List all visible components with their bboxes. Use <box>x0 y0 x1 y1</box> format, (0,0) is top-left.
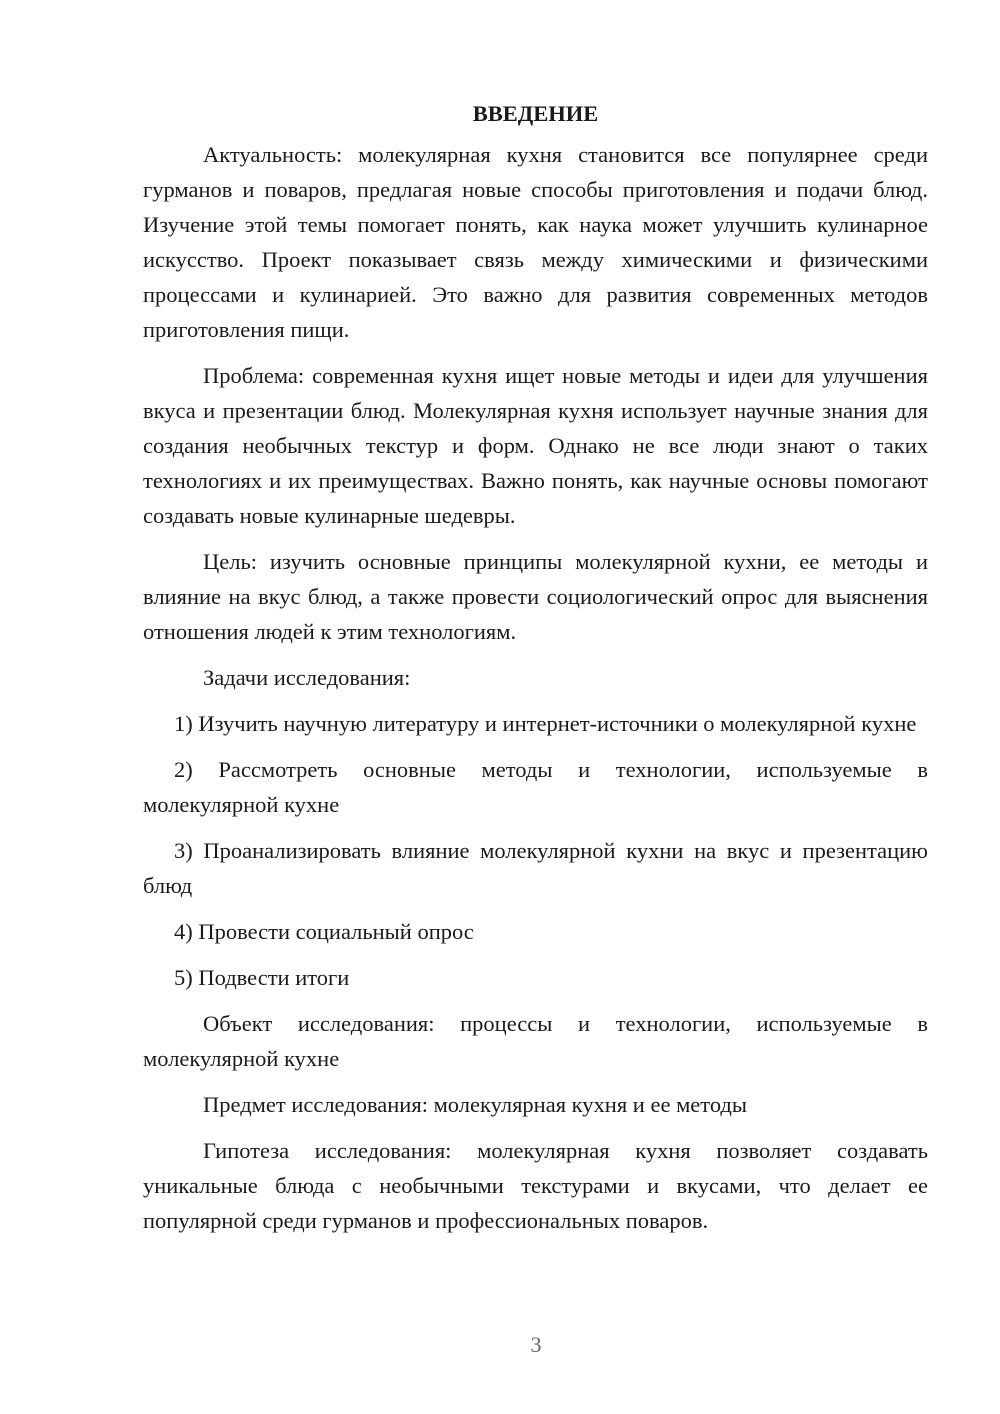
object-paragraph: Объект исследования: процессы и технологии, используемые в молекулярной кухне <box>143 1011 928 1071</box>
relevance-paragraph: Актуальность: молекулярная кухня становится все популярнее среди гурманов и поваров, предлагая новые способы приготовления и подачи блюд. Изучение этой темы помогает понять, как наука может улучшить кулинарное искусство. Проект показывает связь между химическими и физическими процессами и кулинарией. Это важно для развития современных методов приготовления пищи. <box>143 142 928 342</box>
task-item-5: 5) Подвести итоги <box>174 965 350 990</box>
task-item-2: 2) Рассмотреть основные методы и технологии, используемые в молекулярной кухне <box>143 757 928 817</box>
tasks-label: Задачи исследования: <box>203 665 411 690</box>
page-content <box>143 96 928 1249</box>
subject-paragraph: Предмет исследования: молекулярная кухня и ее методы <box>203 1092 747 1117</box>
section-title: ВВЕДЕНИЕ <box>472 101 599 126</box>
task-item-4: 4) Провести социальный опрос <box>174 919 474 944</box>
page-number: 3 <box>530 1332 542 1357</box>
problem-paragraph: Проблема: современная кухня ищет новые методы и идеи для улучшения вкуса и презентации блюд. Молекулярная кухня использует научные знания для создания необычных текстур и форм. Однако не все люди знают о таких технологиях и их преимуществах. Важно понять, как научные основы помогают создавать новые кулинарные шедевры. <box>143 363 928 528</box>
task-item-3: 3) Проанализировать влияние молекулярной кухни на вкус и презентацию блюд <box>143 838 928 898</box>
goal-paragraph: Цель: изучить основные принципы молекулярной кухни, ее методы и влияние на вкус блюд, а также провести социологический опрос для выяснения отношения людей к этим технологиям. <box>143 549 928 644</box>
task-item-1: 1) Изучить научную литературу и интернет-источники о молекулярной кухне <box>174 711 917 736</box>
hypothesis-paragraph: Гипотеза исследования: молекулярная кухня позволяет создавать уникальные блюда с необычными текстурами и вкусами, что делает ее популярной среди гурманов и профессиональных поваров. <box>143 1138 928 1233</box>
